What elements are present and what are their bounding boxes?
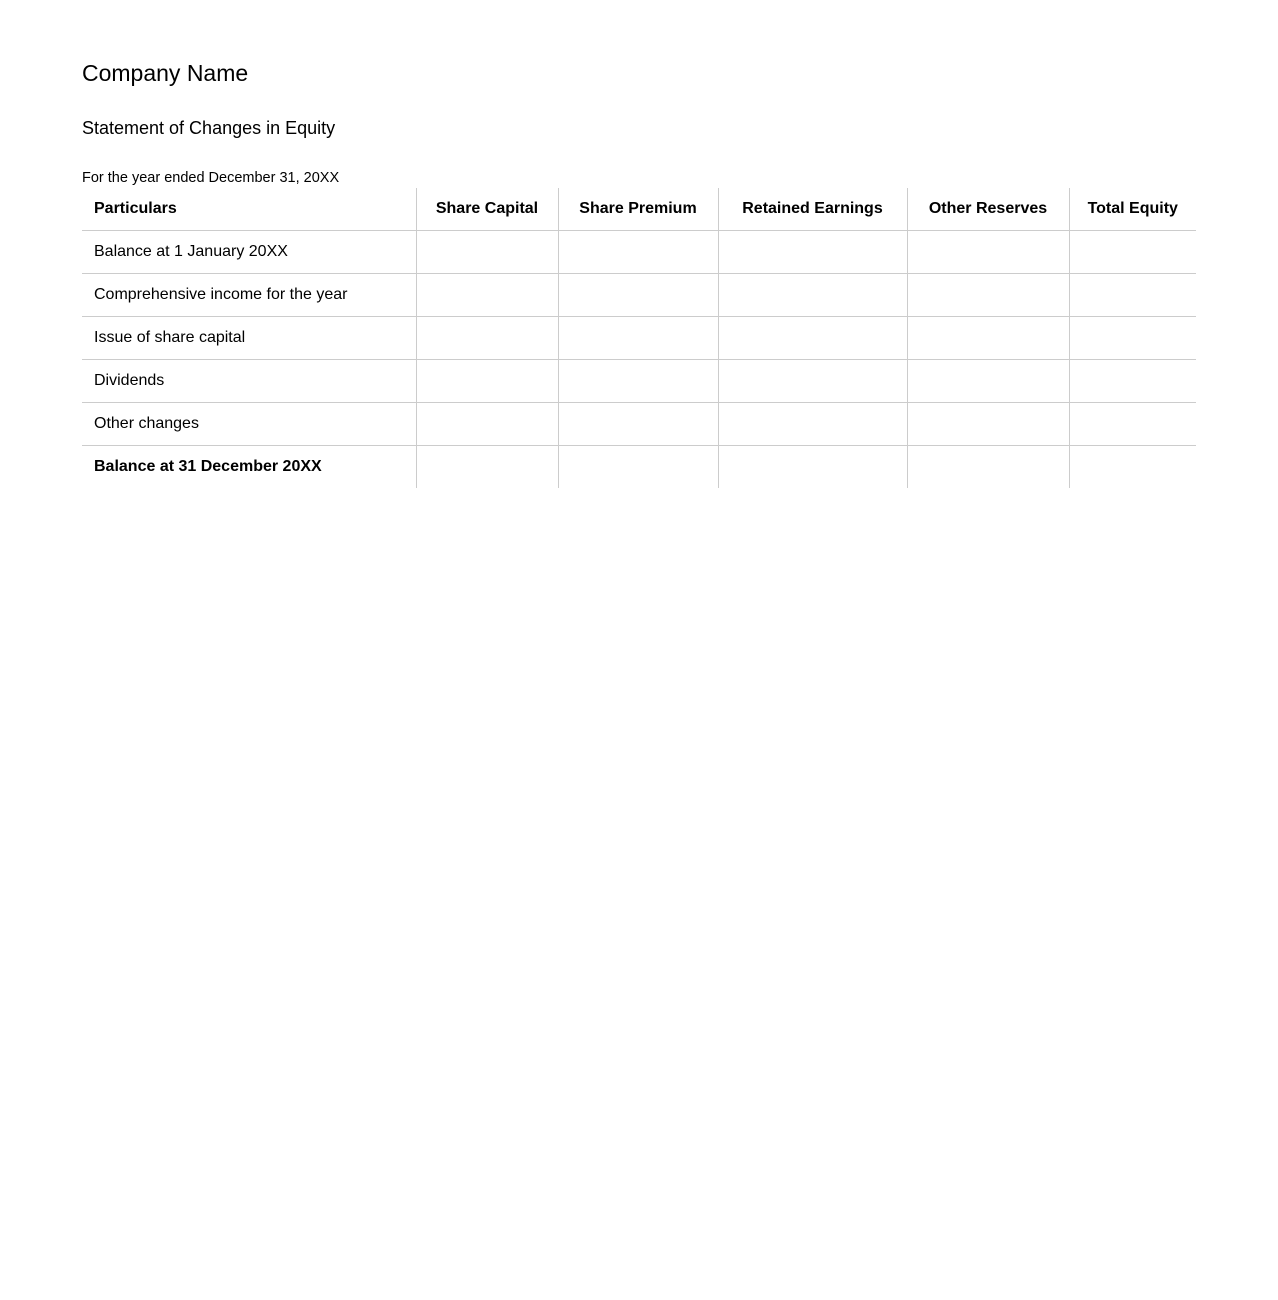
header-row	[82, 188, 1196, 231]
value-cell	[718, 446, 907, 489]
company-name: Company Name	[82, 60, 249, 86]
table-row	[82, 231, 1196, 274]
value-cell	[907, 403, 1069, 446]
value-cell	[718, 403, 907, 446]
value-cell	[416, 446, 558, 489]
value-cell	[416, 360, 558, 403]
value-cell	[718, 231, 907, 274]
table-row	[82, 317, 1196, 360]
value-cell	[416, 317, 558, 360]
table-row	[82, 403, 1196, 446]
equity-table	[82, 188, 1196, 488]
value-cell	[558, 403, 718, 446]
value-cell	[1069, 231, 1196, 274]
header-other-reserves: Other Reserves	[907, 188, 1069, 231]
table-row	[82, 274, 1196, 317]
header-total-equity: Total Equity	[1069, 188, 1196, 231]
row-label: Issue of share capital	[82, 317, 416, 360]
value-cell	[907, 360, 1069, 403]
value-cell	[416, 403, 558, 446]
value-cell	[1069, 317, 1196, 360]
row-label: Balance at 1 January 20XX	[82, 231, 416, 274]
value-cell	[1069, 274, 1196, 317]
value-cell	[907, 317, 1069, 360]
value-cell	[416, 274, 558, 317]
header-particulars: Particulars	[82, 188, 416, 231]
row-label: Balance at 31 December 20XX	[94, 458, 322, 475]
header-share-capital: Share Capital	[416, 188, 558, 231]
row-label: Dividends	[82, 360, 416, 403]
row-label: Comprehensive income for the year	[82, 274, 416, 317]
value-cell	[558, 360, 718, 403]
header-retained-earnings: Retained Earnings	[718, 188, 907, 231]
table-row	[82, 360, 1196, 403]
value-cell	[1069, 403, 1196, 446]
value-cell	[1069, 360, 1196, 403]
value-cell	[907, 231, 1069, 274]
row-label: Other changes	[82, 403, 416, 446]
value-cell	[718, 317, 907, 360]
statement-title: Statement of Changes in Equity	[82, 118, 336, 138]
value-cell	[718, 360, 907, 403]
value-cell	[558, 446, 718, 489]
period-caption: For the year ended December 31, 20XX	[82, 170, 340, 186]
value-cell	[558, 317, 718, 360]
header-share-premium: Share Premium	[558, 188, 718, 231]
value-cell	[558, 274, 718, 317]
value-cell	[416, 231, 558, 274]
value-cell	[907, 274, 1069, 317]
value-cell	[558, 231, 718, 274]
table-row	[82, 446, 1196, 489]
value-cell	[1069, 446, 1196, 489]
value-cell	[718, 274, 907, 317]
value-cell	[907, 446, 1069, 489]
